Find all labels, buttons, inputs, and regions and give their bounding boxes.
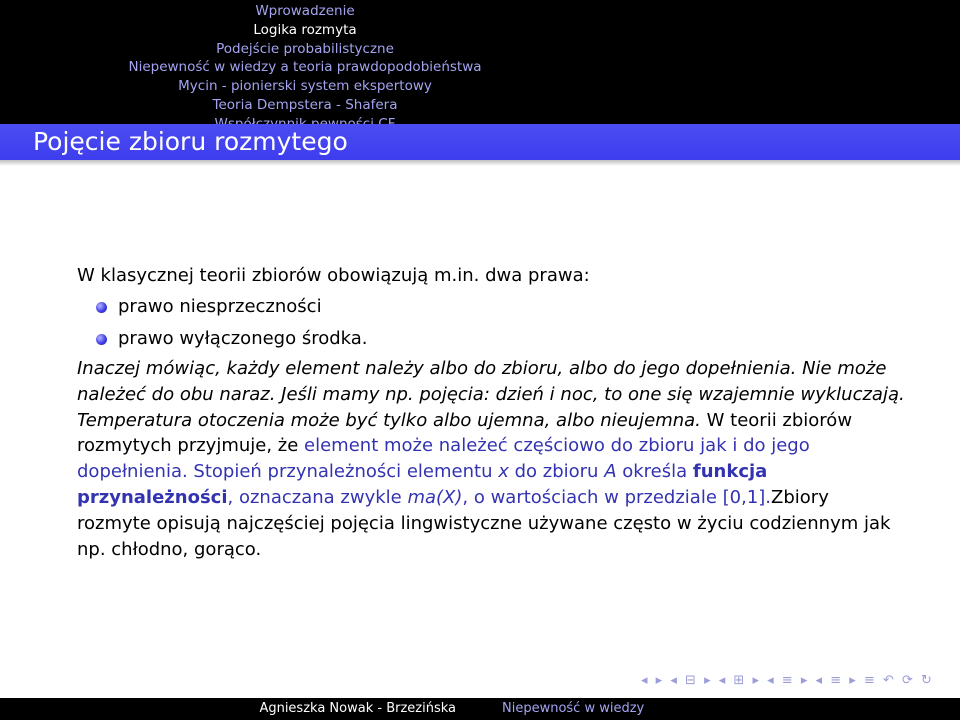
paragraph-text: Zbiory rozmyte opisują najczęściej pojęcia lingwistyczne używane często w życiu codziennym jak np. chłodno, gorąco. [77, 486, 891, 560]
bullet-list [77, 293, 907, 352]
next-document-icon[interactable]: ▸ [849, 673, 856, 688]
nav-section-logika-rozmyta[interactable]: Logika rozmyta [253, 21, 357, 38]
slide-content [77, 263, 907, 562]
key-term: funkcja przynależności [77, 461, 768, 508]
nav-section-niepewnosc[interactable]: Niepewność w wiedzy a teoria prawdopodobieństwa [128, 59, 482, 76]
bullet-text: prawo wyłączonego środka. [118, 328, 368, 349]
footer [0, 698, 960, 720]
bullet-item [77, 293, 907, 320]
bullet-text: prawo niesprzeczności [118, 296, 322, 317]
section-icon[interactable]: ≡ [781, 673, 793, 688]
appendix-icon[interactable]: ≡ [863, 673, 875, 688]
nav-section-wprowadzenie[interactable]: Wprowadzenie [255, 3, 355, 19]
document-icon[interactable]: ≡ [830, 673, 842, 688]
math-symbol: A [604, 461, 617, 483]
highlighted-text: Stopień przynależności elementu [187, 461, 499, 483]
title-shadow [0, 160, 960, 166]
nav-section-mycin[interactable]: Mycin - pionierski system ekspertowy [178, 78, 432, 95]
highlighted-text: , oznaczana zwykle [227, 486, 408, 508]
header-navigation [0, 0, 960, 124]
intro-text: W klasycznej teorii zbiorów obowiązują m.in. dwa prawa: [77, 265, 590, 286]
next-subsection-icon[interactable]: ▸ [752, 673, 759, 688]
bullet-ball-icon [96, 302, 107, 313]
nav-section-podejscie-probabilistyczne[interactable]: Podejście probabilistyczne [216, 40, 394, 57]
highlighted-text: element może należeć częściowo do zbioru jak i do jego dopełnienia. [77, 435, 810, 483]
forward-icon[interactable]: ↻ [921, 673, 932, 688]
beamer-navigation-symbols [641, 673, 936, 689]
next-section-icon[interactable]: ▸ [800, 673, 808, 688]
prev-section-icon[interactable]: ◂ [767, 673, 774, 688]
section-list [0, 2, 610, 134]
footer-author: Agnieszka Nowak - Brzezińska [259, 701, 456, 716]
next-slide-icon[interactable]: ▸ [655, 673, 663, 688]
math-symbol: x [498, 461, 509, 483]
frame-title-bar [0, 124, 960, 160]
footer-title: Niepewność w wiedzy [502, 701, 645, 716]
main-paragraph [77, 356, 907, 562]
bullet-ball-icon [96, 334, 107, 345]
next-frame-icon[interactable]: ▸ [704, 673, 711, 688]
search-icon[interactable]: ⟳ [902, 673, 913, 688]
paragraph-text: W teorii zbiorów rozmytych przyjmuje, że [77, 409, 853, 457]
prev-frame-icon[interactable]: ◂ [670, 673, 677, 688]
frame-title: Pojęcie zbioru rozmytego [33, 127, 348, 156]
highlighted-text: , o wartościach w przedziale [0,1]. [462, 486, 772, 508]
italic-statement: Inaczej mówiąc, każdy element należy albo do zbioru, albo do jego dopełnienia. Nie może należeć do obu naraz. Jeśli mamy np. pojęcia: dzień i noc, to one się wzajemnie wykluczają. Temperatura otoczenia może być tylko albo ujemna, albo nieujemna. [77, 358, 905, 431]
frame-icon[interactable]: ⊟ [685, 673, 696, 688]
nav-section-dempster-shafer[interactable]: Teoria Dempstera - Shafera [212, 96, 398, 113]
prev-slide-icon[interactable]: ◂ [641, 673, 648, 688]
prev-subsection-icon[interactable]: ◂ [718, 673, 726, 688]
math-formula: ma(X) [407, 486, 463, 508]
bullet-item [77, 325, 907, 352]
highlighted-text: określa [616, 461, 693, 483]
prev-document-icon[interactable]: ◂ [815, 673, 823, 688]
back-icon[interactable]: ↶ [882, 673, 894, 688]
highlighted-text: do zbioru [508, 461, 605, 483]
subsection-icon[interactable]: ⊞ [733, 673, 745, 688]
